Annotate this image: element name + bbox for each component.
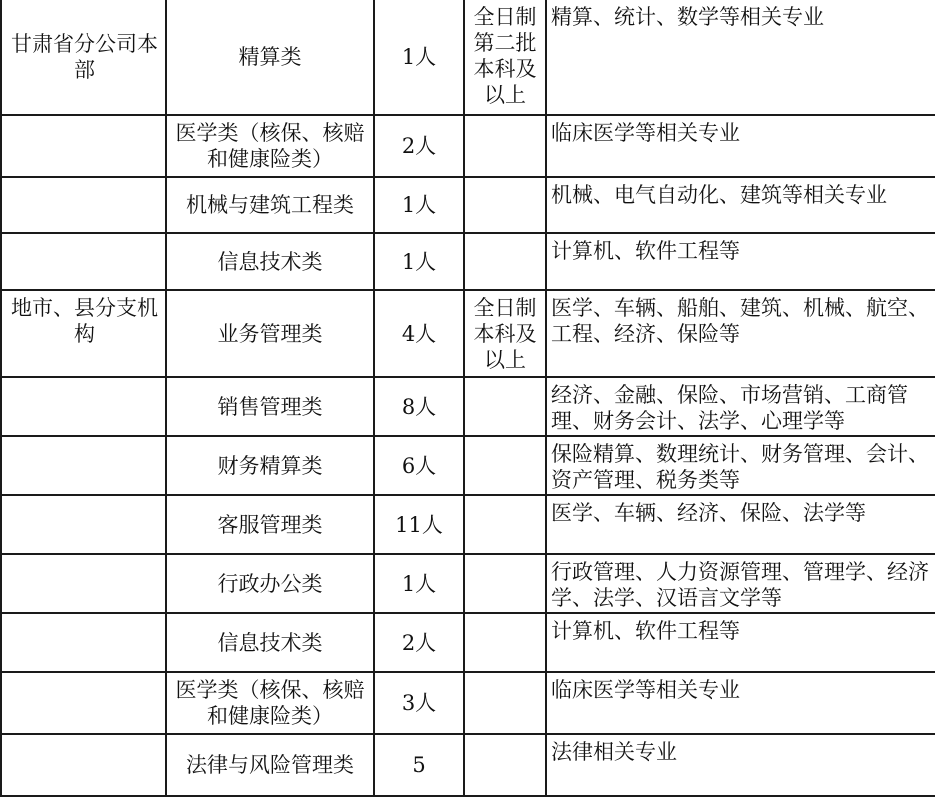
category-cell: 销售管理类 [166, 377, 374, 436]
education-text: 全日制本科及以上 [473, 296, 537, 372]
unit-cell [1, 734, 166, 796]
table-row [1, 495, 935, 554]
category-cell: 机械与建筑工程类 [166, 177, 374, 233]
category-cell: 信息技术类 [166, 233, 374, 290]
education-cell [464, 436, 546, 495]
count-cell: 2人 [374, 613, 464, 672]
education-cell [464, 177, 546, 233]
unit-cell [1, 115, 166, 177]
education-cell [464, 0, 546, 115]
education-cell [464, 672, 546, 734]
major-cell: 行政管理、人力资源管理、管理学、经济学、法学、汉语言文学等 [546, 554, 935, 613]
table-row [1, 290, 935, 377]
major-cell: 计算机、软件工程等 [546, 613, 935, 672]
major-cell: 经济、金融、保险、市场营销、工商管理、财务会计、法学、心理学等 [546, 377, 935, 436]
unit-cell [1, 495, 166, 554]
major-cell: 临床医学等相关专业 [546, 115, 935, 177]
major-cell: 精算、统计、数学等相关专业 [546, 0, 935, 115]
table-row [1, 377, 935, 436]
category-cell: 法律与风险管理类 [166, 734, 374, 796]
major-cell: 医学、车辆、经济、保险、法学等 [546, 495, 935, 554]
category-cell: 医学类（核保、核赔和健康险类） [166, 672, 374, 734]
education-cell [464, 290, 546, 377]
table-row [1, 672, 935, 734]
education-cell [464, 734, 546, 796]
count-cell: 11人 [374, 495, 464, 554]
count-cell: 1人 [374, 233, 464, 290]
table-row [1, 734, 935, 796]
education-cell [464, 613, 546, 672]
unit-cell [1, 554, 166, 613]
category-cell: 业务管理类 [166, 290, 374, 377]
category-cell: 精算类 [166, 0, 374, 115]
category-cell: 财务精算类 [166, 436, 374, 495]
unit-cell [1, 672, 166, 734]
table-row [1, 233, 935, 290]
count-cell: 5 [374, 734, 464, 796]
category-cell: 客服管理类 [166, 495, 374, 554]
major-cell: 机械、电气自动化、建筑等相关专业 [546, 177, 935, 233]
category-cell: 信息技术类 [166, 613, 374, 672]
table-row [1, 0, 935, 115]
unit-cell [1, 436, 166, 495]
count-cell: 8人 [374, 377, 464, 436]
major-cell: 保险精算、数理统计、财务管理、会计、资产管理、税务类等 [546, 436, 935, 495]
education-cell [464, 377, 546, 436]
category-cell: 行政办公类 [166, 554, 374, 613]
table-row [1, 554, 935, 613]
unit-cell [1, 177, 166, 233]
table-row [1, 115, 935, 177]
education-cell [464, 495, 546, 554]
table-row [1, 436, 935, 495]
unit-cell [1, 233, 166, 290]
count-cell: 2人 [374, 115, 464, 177]
major-cell: 医学、车辆、船舶、建筑、机械、航空、工程、经济、保险等 [546, 290, 935, 377]
education-cell [464, 554, 546, 613]
count-cell: 1人 [374, 0, 464, 115]
table-row [1, 177, 935, 233]
unit-cell: 地市、县分支机构 [1, 290, 166, 377]
education-cell [464, 233, 546, 290]
count-cell: 1人 [374, 177, 464, 233]
table-row [1, 613, 935, 672]
unit-cell [1, 377, 166, 436]
major-cell: 法律相关专业 [546, 734, 935, 796]
count-cell: 1人 [374, 554, 464, 613]
major-cell: 临床医学等相关专业 [546, 672, 935, 734]
category-cell: 医学类（核保、核赔和健康险类） [166, 115, 374, 177]
major-cell: 计算机、软件工程等 [546, 233, 935, 290]
count-cell: 6人 [374, 436, 464, 495]
count-cell: 3人 [374, 672, 464, 734]
unit-cell: 甘肃省分公司本部 [1, 0, 166, 115]
education-text: 全日制第二批本科及以上 [473, 5, 537, 107]
count-cell: 4人 [374, 290, 464, 377]
unit-cell [1, 613, 166, 672]
education-cell [464, 115, 546, 177]
